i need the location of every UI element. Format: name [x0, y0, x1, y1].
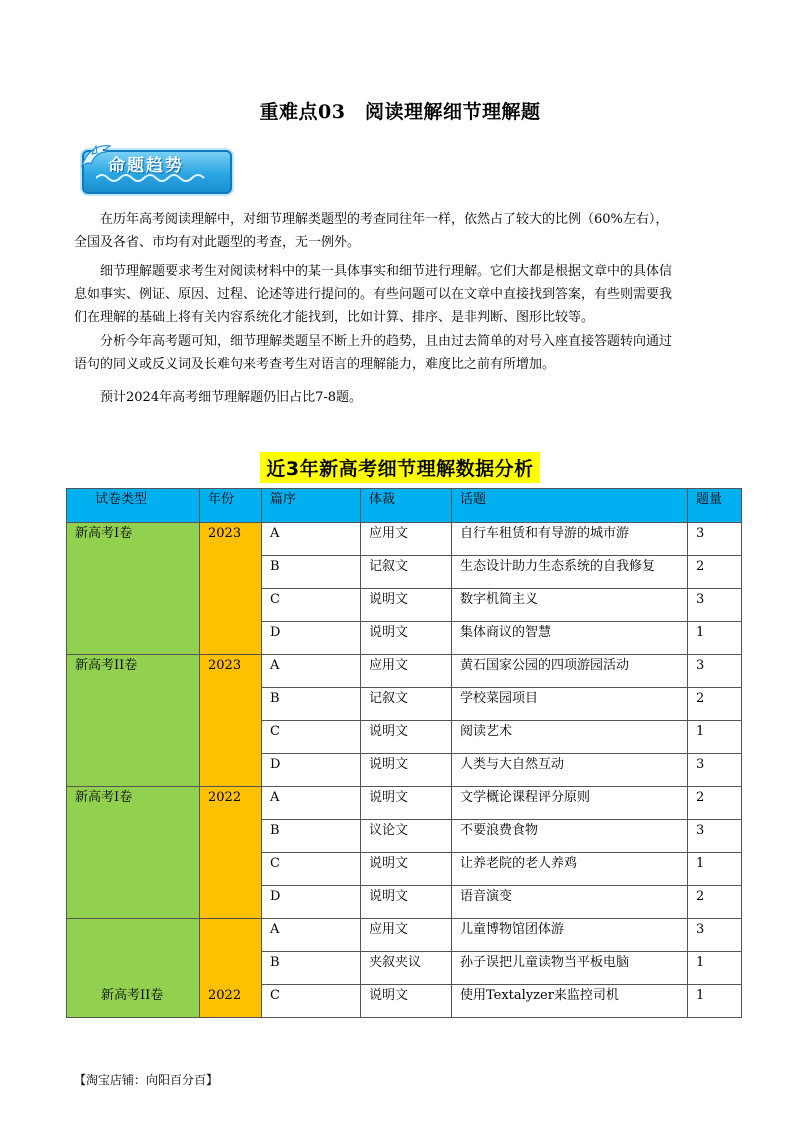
count-cell: 3 — [688, 919, 742, 952]
genre-cell: 说明文 — [361, 622, 452, 655]
count-cell: 2 — [688, 688, 742, 721]
paragraph-line: 们在理解的基础上将有关内容系统化才能找到，比如计算、排序、是非判断、图形比较等。 — [74, 310, 595, 325]
count-cell: 2 — [688, 886, 742, 919]
paragraph-line: 细节理解题要求考生对阅读材料中的某一具体事实和细节进行理解。它们大都是根据文章中的具体信 — [100, 264, 673, 279]
topic-cell: 生态设计助力生态系统的自我修复 — [452, 556, 688, 589]
topic-cell: 让养老院的老人养鸡 — [452, 853, 688, 886]
count-cell: 1 — [688, 853, 742, 886]
page-title: 重难点03 阅读理解细节理解题 — [259, 101, 541, 123]
header-year: 年份 — [200, 489, 262, 523]
genre-cell: 说明文 — [361, 721, 452, 754]
topic-cell: 自行车租赁和有导游的城市游 — [452, 523, 688, 556]
topic-cell: 数字机简主义 — [452, 589, 688, 622]
year-cell: 2023 — [200, 655, 262, 787]
header-exam-type: 试卷类型 — [67, 489, 200, 523]
data-table — [66, 488, 742, 1018]
topic-cell: 集体商议的智慧 — [452, 622, 688, 655]
genre-cell: 说明文 — [361, 589, 452, 622]
seq-cell: A — [262, 655, 361, 688]
topic-cell: 语音演变 — [452, 886, 688, 919]
seq-cell: A — [262, 787, 361, 820]
paragraph-line: 在历年高考阅读理解中，对细节理解类题型的考查同往年一样，依然占了较大的比例（60%左右）， — [100, 212, 669, 227]
exam-type-cell: 新高考II卷 — [67, 919, 200, 1018]
topic-cell: 学校菜园项目 — [452, 688, 688, 721]
count-cell: 1 — [688, 985, 742, 1018]
genre-cell: 说明文 — [361, 787, 452, 820]
table-title-text: 近3年新高考细节理解数据分析 — [260, 452, 539, 483]
count-cell: 3 — [688, 820, 742, 853]
genre-cell: 说明文 — [361, 853, 452, 886]
footer-shop: 【淘宝店铺：向阳百分百】 — [74, 1073, 219, 1087]
count-cell: 1 — [688, 622, 742, 655]
table-row — [67, 787, 742, 820]
seq-cell: D — [262, 622, 361, 655]
header-genre: 体裁 — [361, 489, 452, 523]
table-title — [0, 452, 800, 483]
genre-cell: 记叙文 — [361, 688, 452, 721]
banner-label: 命题趋势 — [108, 156, 184, 176]
exam-type-cell: 新高考I卷 — [67, 523, 200, 655]
count-cell: 3 — [688, 589, 742, 622]
genre-cell: 议论文 — [361, 820, 452, 853]
header-count: 题量 — [688, 489, 742, 523]
paragraph-line: 语句的同义或反义词及长难句来考查考生对语言的理解能力，难度比之前有所增加。 — [74, 357, 556, 372]
seq-cell: C — [262, 985, 361, 1018]
count-cell: 2 — [688, 556, 742, 589]
header-seq: 篇序 — [262, 489, 361, 523]
table-row — [67, 523, 742, 556]
paragraph-line: 分析今年高考题可知，细节理解类题呈不断上升的趋势，且由过去简单的对号入座直接答题转向通过 — [100, 334, 673, 349]
genre-cell: 说明文 — [361, 886, 452, 919]
seq-cell: B — [262, 952, 361, 985]
genre-cell: 说明文 — [361, 985, 452, 1018]
genre-cell: 应用文 — [361, 655, 452, 688]
exam-type-cell: 新高考I卷 — [67, 787, 200, 919]
paragraph-3 — [74, 330, 736, 376]
genre-cell: 应用文 — [361, 523, 452, 556]
seq-cell: B — [262, 556, 361, 589]
seq-cell: D — [262, 886, 361, 919]
count-cell: 3 — [688, 754, 742, 787]
topic-cell: 黄石国家公园的四项游园活动 — [452, 655, 688, 688]
paragraph-4 — [74, 386, 736, 409]
genre-cell: 记叙文 — [361, 556, 452, 589]
header-topic: 话题 — [452, 489, 688, 523]
topic-cell: 使用Textalyzer来监控司机 — [452, 985, 688, 1018]
section-banner — [78, 140, 236, 196]
paragraph-1 — [74, 208, 736, 254]
paragraph-line: 预计2024年高考细节理解题仍旧占比7-8题。 — [100, 390, 363, 405]
paragraph-line: 息如事实、例证、原因、过程、论述等进行提问的。有些问题可以在文章中直接找到答案，有些则需要我 — [74, 287, 673, 302]
table-row — [67, 919, 742, 952]
year-cell: 2023 — [200, 523, 262, 655]
seq-cell: B — [262, 820, 361, 853]
topic-cell: 孙子误把儿童读物当平板电脑 — [452, 952, 688, 985]
seq-cell: C — [262, 853, 361, 886]
count-cell: 3 — [688, 655, 742, 688]
table-row — [67, 655, 742, 688]
seq-cell: D — [262, 754, 361, 787]
seq-cell: A — [262, 919, 361, 952]
genre-cell: 说明文 — [361, 754, 452, 787]
year-cell: 2022 — [200, 787, 262, 919]
table-header-row — [67, 489, 742, 523]
topic-cell: 人类与大自然互动 — [452, 754, 688, 787]
seq-cell: B — [262, 688, 361, 721]
paragraph-2 — [74, 260, 736, 329]
genre-cell: 应用文 — [361, 919, 452, 952]
paragraph-line: 全国及各省、市均有对此题型的考查，无一例外。 — [74, 235, 361, 250]
count-cell: 1 — [688, 721, 742, 754]
seq-cell: C — [262, 721, 361, 754]
topic-cell: 不要浪费食物 — [452, 820, 688, 853]
count-cell: 2 — [688, 787, 742, 820]
year-cell: 2022 — [200, 919, 262, 1018]
seq-cell: C — [262, 589, 361, 622]
count-cell: 1 — [688, 952, 742, 985]
count-cell: 3 — [688, 523, 742, 556]
topic-cell: 阅读艺术 — [452, 721, 688, 754]
topic-cell: 儿童博物馆团体游 — [452, 919, 688, 952]
topic-cell: 文学概论课程评分原则 — [452, 787, 688, 820]
exam-type-cell: 新高考II卷 — [67, 655, 200, 787]
genre-cell: 夹叙夹议 — [361, 952, 452, 985]
seq-cell: A — [262, 523, 361, 556]
